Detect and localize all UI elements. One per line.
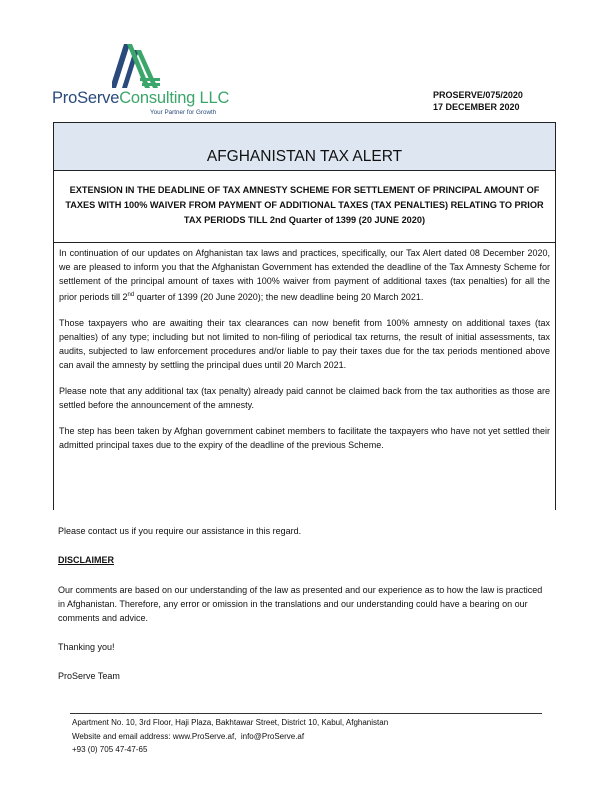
body-p1-superscript: nd bbox=[127, 292, 135, 298]
thanks-line: Thanking you! bbox=[58, 642, 115, 652]
reference-block bbox=[433, 89, 523, 113]
company-logo bbox=[52, 44, 232, 122]
body-box bbox=[53, 243, 556, 510]
logo-name-part2: Consulting LLC bbox=[119, 89, 230, 107]
document-title: AFGHANISTAN TAX ALERT bbox=[206, 148, 403, 165]
reference-number: PROSERVE/075/2020 bbox=[433, 90, 523, 100]
disclaimer-heading: DISCLAIMER bbox=[58, 555, 114, 565]
footer-email-link[interactable]: info@ProServe.af bbox=[240, 731, 305, 741]
body-paragraph-4: The step has been taken by Afghan government cabinet members to facilitate the taxpayers who have not yet settled their admitted principal taxes due to the expiry of the deadline of the previous Scheme. bbox=[59, 426, 550, 450]
footer-web-email-label: Website and email address: bbox=[72, 731, 171, 741]
footer-website-link[interactable]: www.ProServe.af, bbox=[172, 731, 237, 741]
contact-line: Please contact us if you require our assistance in this regard. bbox=[58, 526, 302, 536]
disclaimer-text: Our comments are based on our understanding of the law as presented and our experience as to how the law is practiced in Afghanistan. Therefore, any error or omission in the translations and our understanding could have a bearing on our comments and advice. bbox=[58, 585, 543, 623]
logo-tagline: Your Partner for Growth bbox=[150, 109, 217, 116]
logo-name-part1: ProServe bbox=[52, 89, 120, 107]
title-box bbox=[53, 122, 556, 171]
body-p1-text-b: quarter of 1399 (20 June 2020); the new deadline being 20 March 2021. bbox=[134, 292, 424, 302]
footer-address: Apartment No. 10, 3rd Floor, Haji Plaza, Bakhtawar Street, District 10, Kabul, Afghanistan bbox=[72, 718, 389, 727]
signoff: ProServe Team bbox=[58, 671, 120, 681]
body-paragraph-3: Please note that any additional tax (tax penalty) already paid cannot be claimed back from the tax authorities as those are settled before the announcement of the amnesty. bbox=[59, 386, 550, 410]
footer bbox=[72, 716, 388, 757]
document-subtitle: EXTENSION IN THE DEADLINE OF TAX AMNESTY SCHEME FOR SETTLEMENT OF PRINCIPAL AMOUNT OF TAXES WITH 100% WAIVER FROM PAYMENT OF ADDITIONAL TAXES (TAX PENALTIES) RELATING TO PRIOR TAX PERIODS TILL 2nd Quarter of 1399 (20 JUNE 2020) bbox=[65, 185, 544, 225]
body-p1-text-a: In continuation of our updates on Afghanistan tax laws and practices, specifically, our Tax Alert dated 08 December 2020, we are pleased to inform you that the Afghanistan Government has extended the deadline of the Tax Amnesty Scheme for settlement of the principal amount of taxes with 100% waiver from payment of additional taxes (tax penalties) for all the prior periods till 2 bbox=[59, 248, 550, 302]
footer-web-email bbox=[72, 730, 388, 744]
logo-wordmark bbox=[52, 89, 229, 108]
reference-date: 17 DECEMBER 2020 bbox=[433, 102, 520, 112]
footer-phone: +93 (0) 705 47-47-65 bbox=[72, 745, 148, 754]
footer-divider bbox=[70, 713, 542, 714]
body-paragraph-1 bbox=[54, 246, 555, 304]
subtitle-box bbox=[53, 171, 556, 243]
body-paragraph-2: Those taxpayers who are awaiting their tax clearances can now benefit from 100% amnesty on additional taxes (tax penalties) of any type; including but not limited to non-filing of periodical tax returns, the result of initial assessments, tax audits, subjected to law enforcement procedures and/or liable to pay their taxes due for the tax periods mentioned above can avail the amnesty by settling the principal dues until 20 March 2021. bbox=[59, 318, 550, 370]
logo-mark-icon bbox=[112, 44, 162, 88]
